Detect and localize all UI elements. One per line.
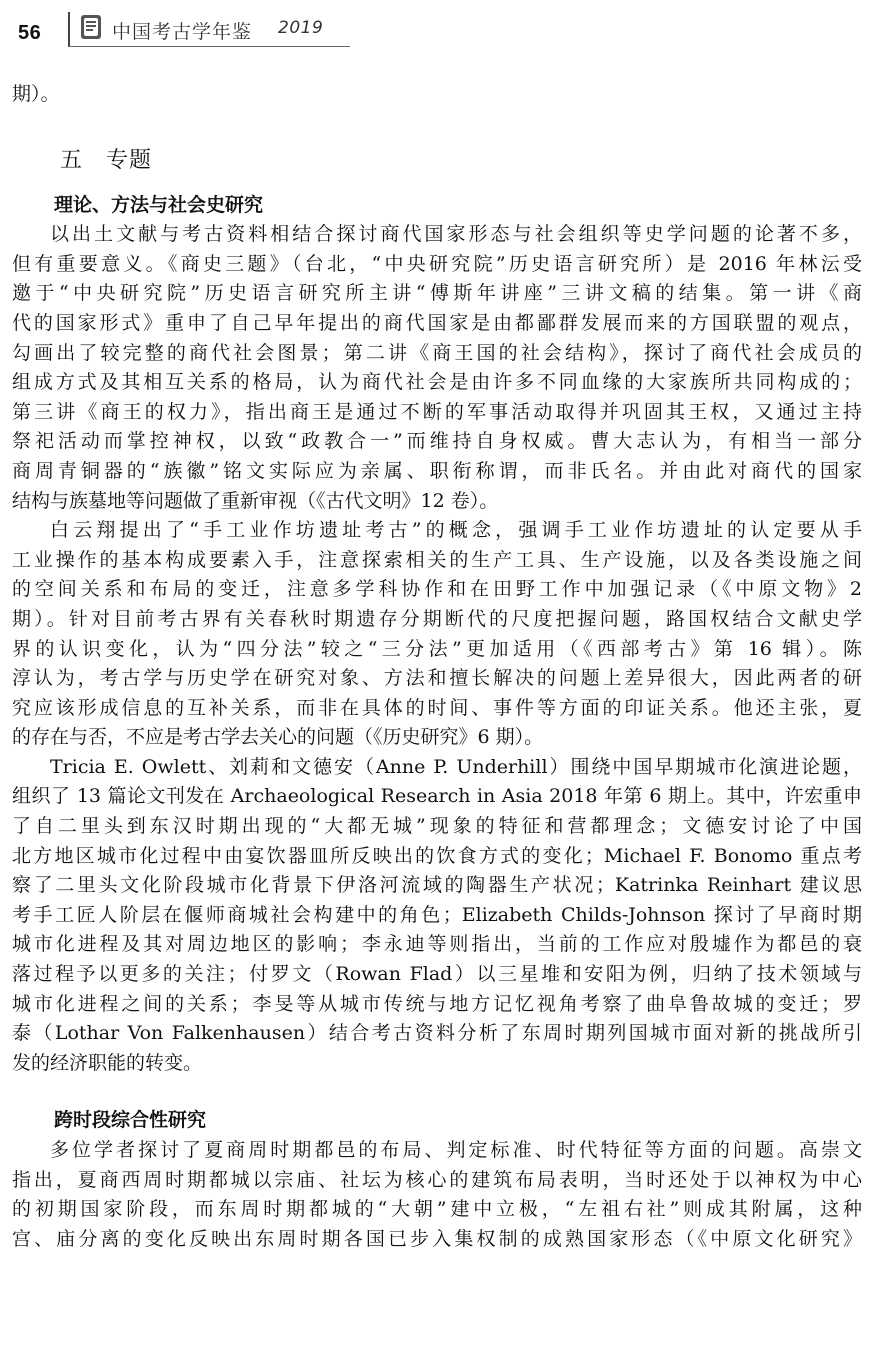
- text-line: 结构与族墓地等问题做了重新审视（《古代文明》12 卷）。: [12, 489, 499, 512]
- paragraph: [12, 753, 862, 1079]
- subsection-heading: 理论、方法与社会史研究: [54, 193, 264, 216]
- text-line: 勾画出了较完整的商代社会图景；第二讲《商王国的社会结构》，探讨了商代社会成员的: [12, 341, 862, 364]
- text-line: 祭祀活动而掌控神权，以致“政教合一”而维持自身权威。曹大志认为，有相当一部分: [12, 430, 862, 453]
- text-line: 北方地区城市化过程中由宴饮器皿所反映出的饮食方式的变化；Michael F. Bonomo 重点考: [12, 844, 862, 867]
- text-line: 究应该形成信息的互补关系，而非在具体的时间、事件等方面的印证关系。他还主张，夏: [12, 696, 862, 719]
- page-body: [12, 80, 862, 1254]
- text-line: 以出土文献与考古资料相结合探讨商代国家形态与社会组织等史学问题的论著不多，: [50, 223, 862, 246]
- section-heading: 五 专题: [60, 147, 153, 173]
- text-line: 指出，夏商西周时期都城以宗庙、社坛为核心的建筑布局表明，当时还处于以神权为中心: [12, 1168, 862, 1191]
- paragraph: [12, 516, 862, 753]
- header-rule: [68, 46, 350, 47]
- text-line: 考手工匠人阶层在偃师商城社会构建中的角色；Elizabeth Childs-Johnson 探讨了早商时期: [12, 903, 862, 926]
- paragraph: [12, 1136, 862, 1254]
- text-line: 淳认为，考古学与历史学在研究对象、方法和擅长解决的问题上差异很大，因此两者的研: [12, 667, 862, 690]
- text-line: 察了二里头文化阶段城市化背景下伊洛河流域的陶器生产状况；Katrinka Reinhart 建议思: [12, 874, 862, 897]
- text-line: 的初期国家阶段，而东周时期都城的“大朝”建中立极，“左祖右社”则成其附属，这种: [12, 1198, 862, 1221]
- page-number: 56: [18, 22, 42, 44]
- text-line: 界的认识变化，认为“四分法”较之“三分法”更加适用（《西部考古》第 16 辑）。陈: [12, 637, 862, 660]
- text-line: 城市化进程之间的关系；李旻等从城市传统与地方记忆视角考察了曲阜鲁故城的变迁；罗: [12, 992, 862, 1015]
- header-divider: [68, 12, 70, 46]
- continued-line: 期）。: [12, 83, 60, 105]
- text-line: 落过程予以更多的关注；付罗文（Rowan Flad）以三星堆和安阳为例，归纳了技术领域与: [12, 963, 862, 986]
- text-line: 组织了 13 篇论文刊发在 Archaeological Research in Asia 2018 年第 6 期上。其中，许宏重申: [12, 785, 862, 808]
- text-line: 代的国家形式》重申了自己早年提出的商代国家是由都鄙群发展而来的方国联盟的观点，: [12, 311, 862, 334]
- text-line: 工业操作的基本构成要素入手，注意探索相关的生产工具、生产设施，以及各类设施之间: [12, 548, 862, 571]
- book-title: 中国考古学年鉴: [112, 21, 253, 43]
- text-line: 组成方式及其相互关系的格局，认为商代社会是由许多不同血缘的大家族所共同构成的；: [12, 371, 862, 394]
- running-header: [0, 0, 360, 52]
- text-line: 泰（Lothar Von Falkenhausen）结合考古资料分析了东周时期列国城市面对新的挑战所引: [12, 1022, 862, 1045]
- text-line: 了自二里头到东汉时期出现的“大都无城”现象的特征和营都理念；文德安讨论了中国: [12, 815, 862, 838]
- text-line: 多位学者探讨了夏商周时期都邑的布局、判定标准、时代特征等方面的问题。高崇文: [50, 1139, 862, 1161]
- text-line: 邀于“中央研究院”历史语言研究所主讲“傅斯年讲座”三讲文稿的结集。第一讲《商: [12, 282, 862, 305]
- text-line: 的空间关系和布局的变迁，注意多学科协作和在田野工作中加强记录（《中原文物》2: [12, 578, 862, 601]
- text-line: 商周青铜器的“族徽”铭文实际应为亲属、职衔称谓，而非氏名。并由此对商代的国家: [12, 459, 862, 482]
- text-line: 的存在与否，不应是考古学去关心的问题（《历史研究》6 期）。: [12, 726, 544, 749]
- yearbook-logo-icon: [80, 14, 102, 40]
- paragraph: [12, 220, 862, 516]
- text-line: 但有重要意义。《商史三题》（台北，“中央研究院”历史语言研究所）是 2016 年林沄受: [12, 252, 862, 275]
- text-line: 城市化进程及其对周边地区的影响；李永迪等则指出，当前的工作应对殷墟作为都邑的衰: [12, 933, 862, 956]
- book-year: 2019: [278, 18, 324, 38]
- text-line: 宫、庙分离的变化反映出东周时期各国已步入集权制的成熟国家形态（《中原文化研究》: [12, 1227, 862, 1250]
- text-line: 发的经济职能的转变。: [12, 1051, 203, 1074]
- text-line: 第三讲《商王的权力》，指出商王是通过不断的军事活动取得并巩固其王权，又通过主持: [12, 400, 862, 423]
- subsection-heading: 跨时段综合性研究: [54, 1109, 207, 1132]
- text-line: Tricia E. Owlett、刘莉和文德安（Anne P. Underhill）围绕中国早期城市化演进论题，: [50, 755, 862, 778]
- text-line: 白云翔提出了“手工业作坊遗址考古”的概念，强调手工业作坊遗址的认定要从手: [50, 519, 862, 542]
- text-line: 期）。针对目前考古界有关春秋时期遗存分期断代的尺度把握问题，路国权结合文献史学: [12, 607, 862, 630]
